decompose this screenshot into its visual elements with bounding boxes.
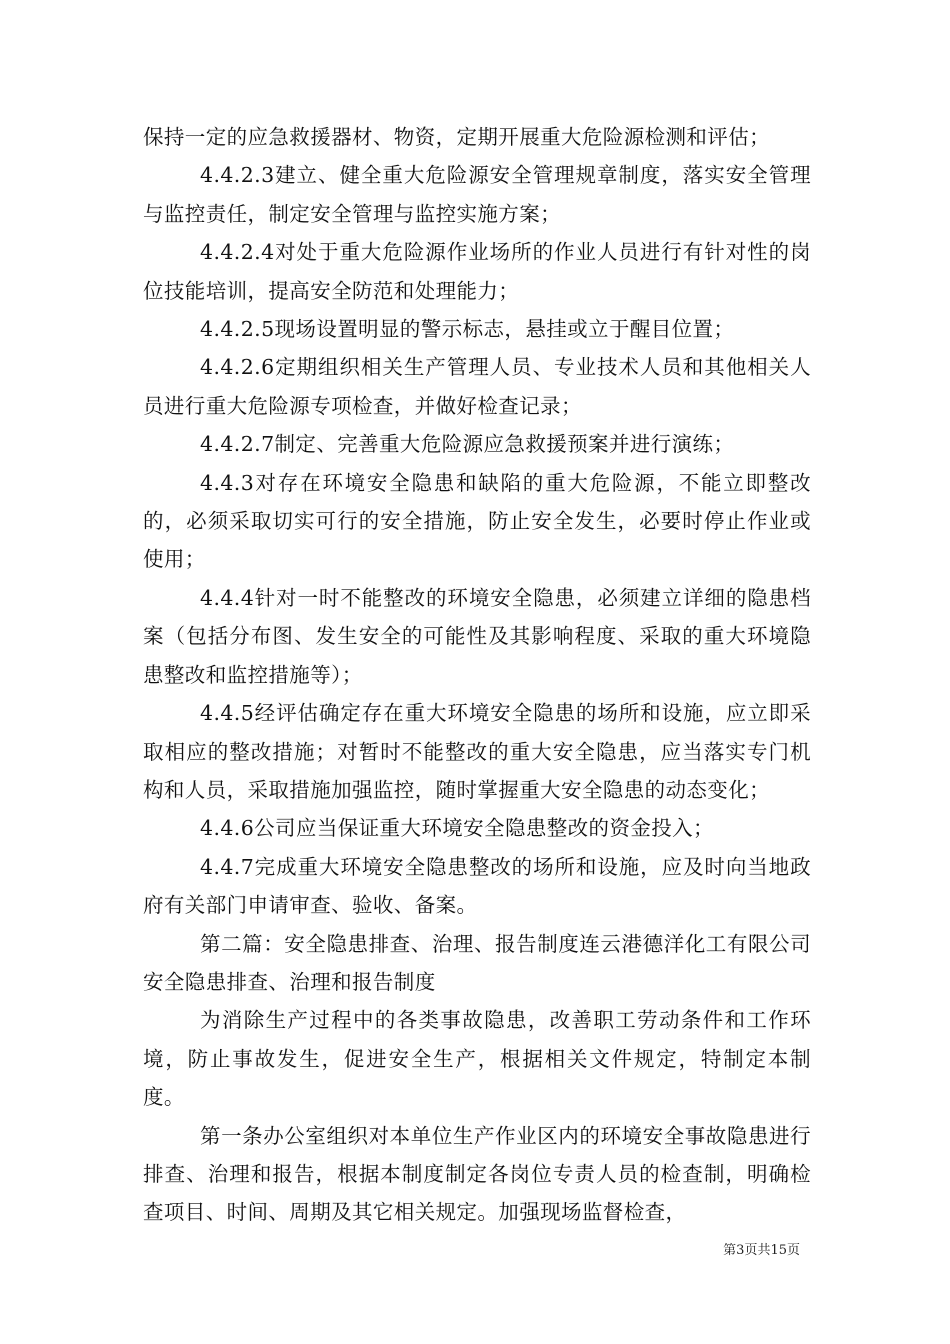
- paragraph-4-4-2-5: 4.4.2.5现场设置明显的警示标志，悬挂或立于醒目位置；: [200, 317, 735, 342]
- paragraph-4-4-7: 4.4.7完成重大环境安全隐患整改的场所和设施，应及时向当地政府有关部门申请审查、验收、备案。: [143, 854, 811, 918]
- paragraph-4-4-6: 4.4.6公司应当保证重大环境安全隐患整改的资金投入；: [200, 816, 714, 841]
- page-number-footer: 第3页共15页: [723, 1243, 800, 1258]
- paragraph-continuation: 保持一定的应急救援器材、物资，定期开展重大危险源检测和评估；: [143, 125, 770, 149]
- paragraph-4-4-2-7: 4.4.2.7制定、完善重大危险源应急救援预案并进行演练；: [200, 432, 735, 457]
- paragraph-4-4-5: 4.4.5经评估确定存在重大环境安全隐患的场所和设施，应立即采取相应的整改措施；对暂时不能整改的重大安全隐患，应当落实专门机构和人员，采取措施加强监控，随时掌握重大安全隐患的动态变化；: [143, 701, 811, 802]
- paragraph-purpose: 为消除生产过程中的各类事故隐患，改善职工劳动条件和工作环境，防止事故发生，促进安全生产，根据相关文件规定，特制定本制度。: [143, 1008, 811, 1110]
- paragraph-4-4-2-6: 4.4.2.6定期组织相关生产管理人员、专业技术人员和其他相关人员进行重大危险源专项检查，并做好检查记录；: [143, 355, 811, 418]
- paragraph-4-4-2-4: 4.4.2.4对处于重大危险源作业场所的作业人员进行有针对性的岗位技能培训，提高安全防范和处理能力；: [143, 240, 811, 303]
- paragraph-article-one: 第一条办公室组织对本单位生产作业区内的环境安全事故隐患进行排查、治理和报告，根据本制度制定各岗位专责人员的检查制，明确检查项目、时间、周期及其它相关规定。加强现场监督检查，: [143, 1123, 811, 1225]
- section-heading-part-two: 第二篇：安全隐患排查、治理、报告制度连云港德洋化工有限公司安全隐患排查、治理和报告制度: [143, 931, 811, 994]
- document-body: [143, 118, 811, 1232]
- paragraph-4-4-4: 4.4.4针对一时不能整改的环境安全隐患，必须建立详细的隐患档案（包括分布图、发生安全的可能性及其影响程度、采取的重大环境隐患整改和监控措施等）；: [143, 585, 811, 687]
- paragraph-4-4-2-3: 4.4.2.3建立、健全重大危险源安全管理规章制度，落实安全管理与监控责任，制定安全管理与监控实施方案；: [143, 163, 811, 226]
- paragraph-4-4-3: 4.4.3对存在环境安全隐患和缺陷的重大危险源，不能立即整改的，必须采取切实可行的安全措施，防止安全发生，必要时停止作业或使用；: [143, 470, 811, 572]
